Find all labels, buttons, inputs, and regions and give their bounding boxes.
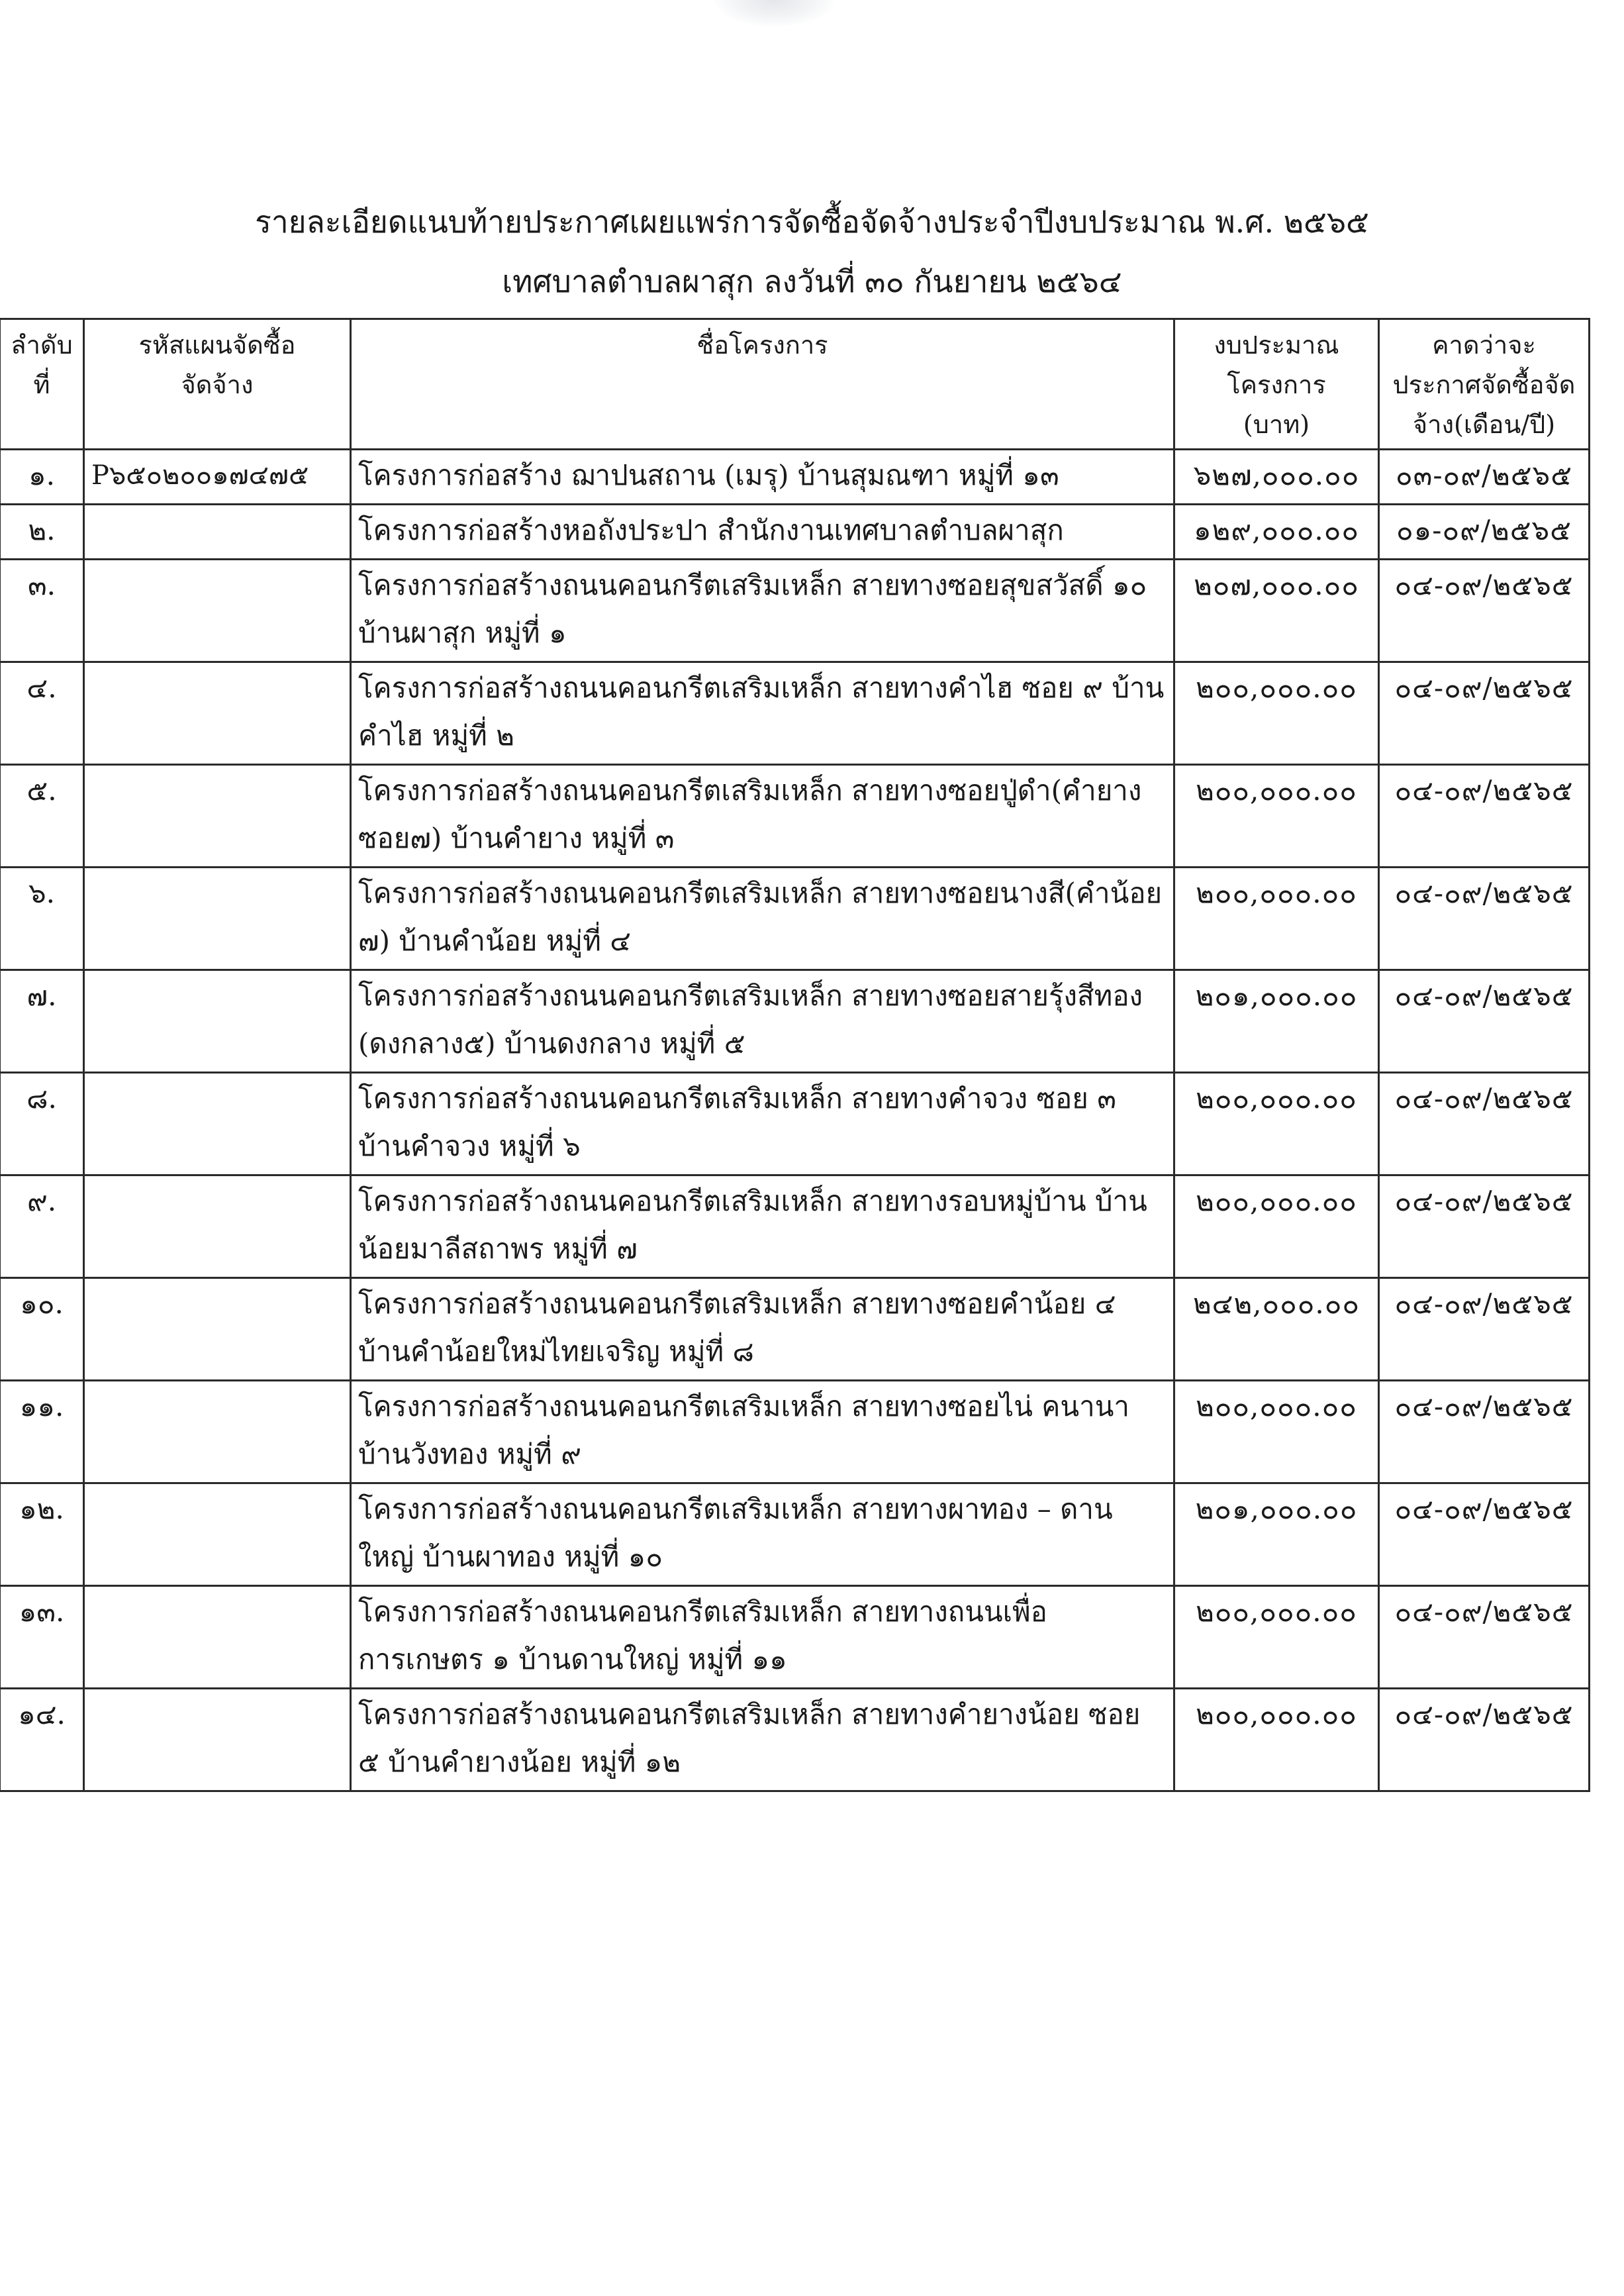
row-budget: ๒๐๗,๐๐๐.๐๐ [1174,560,1379,662]
row-no: ๑๐. [0,1278,84,1381]
row-plan-code [84,1073,351,1175]
table-row [0,1483,1590,1586]
table-row [0,450,1590,505]
row-budget: ๑๒๙,๐๐๐.๐๐ [1174,505,1379,560]
header-code-line1: รหัสแผนจัดซื้อ [138,330,296,360]
row-budget: ๒๐๐,๐๐๐.๐๐ [1174,868,1379,970]
row-expected-date: ๐๔-๐๙/๒๕๖๕ [1379,1483,1590,1586]
header-plan-code [84,319,351,450]
row-project-name: โครงการก่อสร้างถนนคอนกรีตเสริมเหล็ก สายทางรอบหมู่บ้าน บ้านน้อยมาลีสถาพร หมู่ที่ ๗ [351,1175,1174,1278]
header-name-text: ชื่อโครงการ [696,330,828,360]
row-budget: ๒๐๐,๐๐๐.๐๐ [1174,1689,1379,1791]
row-no: ๔. [0,662,84,765]
table-row [0,560,1590,662]
row-plan-code [84,1689,351,1791]
row-budget: ๖๒๗,๐๐๐.๐๐ [1174,450,1379,505]
row-budget: ๒๔๒,๐๐๐.๐๐ [1174,1278,1379,1381]
header-budget [1174,319,1379,450]
header-code-line2: จัดจ้าง [181,370,254,399]
row-no: ๗. [0,970,84,1073]
row-budget: ๒๐๑,๐๐๐.๐๐ [1174,1483,1379,1586]
row-no: ๘. [0,1073,84,1175]
row-plan-code [84,1278,351,1381]
table-row [0,1073,1590,1175]
header-budget-line2: โครงการ [1227,370,1326,399]
table-row [0,1689,1590,1791]
row-budget: ๒๐๐,๐๐๐.๐๐ [1174,1381,1379,1483]
row-plan-code [84,1175,351,1278]
row-no: ๑๑. [0,1381,84,1483]
row-plan-code [84,505,351,560]
row-expected-date: ๐๔-๐๙/๒๕๖๕ [1379,1381,1590,1483]
row-project-name: โครงการก่อสร้างถนนคอนกรีตเสริมเหล็ก สายทางซอยไน่ คนานา บ้านวังทอง หมู่ที่ ๙ [351,1381,1174,1483]
row-expected-date: ๐๔-๐๙/๒๕๖๕ [1379,868,1590,970]
scan-smudge [715,0,834,26]
row-plan-code [84,1381,351,1483]
row-budget: ๒๐๐,๐๐๐.๐๐ [1174,765,1379,868]
header-date-line3: จ้าง(เดือน/ปี) [1412,410,1556,439]
row-no: ๑๒. [0,1483,84,1586]
row-plan-code [84,868,351,970]
table-row [0,662,1590,765]
row-no: ๕. [0,765,84,868]
row-plan-code [84,1483,351,1586]
row-plan-code [84,765,351,868]
row-project-name: โครงการก่อสร้างถนนคอนกรีตเสริมเหล็ก สายทางซอยนางสี(คำน้อย ๗) บ้านคำน้อย หมู่ที่ ๔ [351,868,1174,970]
table-row [0,1278,1590,1381]
row-plan-code [84,1586,351,1689]
header-date-line2: ประกาศจัดซื้อจัด [1392,370,1576,399]
row-expected-date: ๐๔-๐๙/๒๕๖๕ [1379,1689,1590,1791]
row-plan-code [84,662,351,765]
row-plan-code [84,970,351,1073]
row-budget: ๒๐๐,๐๐๐.๐๐ [1174,662,1379,765]
row-project-name: โครงการก่อสร้างถนนคอนกรีตเสริมเหล็ก สายทางซอยสายรุ้งสีทอง (ดงกลาง๕) บ้านดงกลาง หมู่ที่ ๕ [351,970,1174,1073]
row-no: ๒. [0,505,84,560]
row-project-name: โครงการก่อสร้างถนนคอนกรีตเสริมเหล็ก สายทางคำไฮ ซอย ๙ บ้านคำไฮ หมู่ที่ ๒ [351,662,1174,765]
document-subtitle: เทศบาลตำบลผาสุก ลงวันที่ ๓๐ กันยายน ๒๕๖๔ [502,264,1122,299]
row-plan-code [84,560,351,662]
row-no: ๑. [0,450,84,505]
row-no: ๑๔. [0,1689,84,1791]
row-budget: ๒๐๐,๐๐๐.๐๐ [1174,1073,1379,1175]
row-no: ๓. [0,560,84,662]
table-row [0,1381,1590,1483]
row-project-name: โครงการก่อสร้างถนนคอนกรีตเสริมเหล็ก สายทางถนนเพื่อการเกษตร ๑ บ้านดานใหญ่ หมู่ที่ ๑๑ [351,1586,1174,1689]
row-project-name: โครงการก่อสร้างถนนคอนกรีตเสริมเหล็ก สายทางซอยคำน้อย ๔ บ้านคำน้อยใหม่ไทยเจริญ หมู่ที่ ๘ [351,1278,1174,1381]
row-no: ๑๓. [0,1586,84,1689]
row-budget: ๒๐๐,๐๐๐.๐๐ [1174,1586,1379,1689]
row-no: ๙. [0,1175,84,1278]
table-row [0,970,1590,1073]
header-budget-line1: งบประมาณ [1214,330,1339,360]
row-project-name: โครงการก่อสร้างถนนคอนกรีตเสริมเหล็ก สายทางซอยสุขสวัสดิ์ ๑๐ บ้านผาสุก หมู่ที่ ๑ [351,560,1174,662]
row-expected-date: ๐๔-๐๙/๒๕๖๕ [1379,970,1590,1073]
row-project-name: โครงการก่อสร้างถนนคอนกรีตเสริมเหล็ก สายทางซอยปู่ดำ(คำยาง ซอย๗) บ้านคำยาง หมู่ที่ ๓ [351,765,1174,868]
document-title: รายละเอียดแนบท้ายประกาศเผยแพร่การจัดซื้อจัดจ้างประจำปีงบประมาณ พ.ศ. ๒๕๖๕ [255,204,1369,240]
header-date-line1: คาดว่าจะ [1432,330,1536,360]
row-project-name: โครงการก่อสร้างถนนคอนกรีตเสริมเหล็ก สายทางคำจวง ซอย ๓ บ้านคำจวง หมู่ที่ ๖ [351,1073,1174,1175]
header-no-line2: ที่ [33,370,50,399]
row-expected-date: ๐๓-๐๙/๒๕๖๕ [1379,450,1590,505]
procurement-plan-table [0,318,1590,1792]
row-plan-code: P๖๕๐๒๐๐๑๗๔๗๕ [84,450,351,505]
table-row [0,505,1590,560]
row-expected-date: ๐๔-๐๙/๒๕๖๕ [1379,1586,1590,1689]
header-budget-line3: (บาท) [1243,410,1310,439]
row-expected-date: ๐๑-๐๙/๒๕๖๕ [1379,505,1590,560]
row-expected-date: ๐๔-๐๙/๒๕๖๕ [1379,1175,1590,1278]
row-budget: ๒๐๑,๐๐๐.๐๐ [1174,970,1379,1073]
table-row [0,868,1590,970]
header-project-name [351,319,1174,450]
table-row [0,1586,1590,1689]
row-expected-date: ๐๔-๐๙/๒๕๖๕ [1379,560,1590,662]
row-expected-date: ๐๔-๐๙/๒๕๖๕ [1379,765,1590,868]
header-expected-date [1379,319,1590,450]
row-project-name: โครงการก่อสร้าง ฌาปนสถาน (เมรุ) บ้านสุมณฑา หมู่ที่ ๑๓ [351,450,1174,505]
table-header-row [0,319,1590,450]
table-row [0,765,1590,868]
row-expected-date: ๐๔-๐๙/๒๕๖๕ [1379,1278,1590,1381]
table-row [0,1175,1590,1278]
header-no [0,319,84,450]
row-project-name: โครงการก่อสร้างหอถังประปา สำนักงานเทศบาลตำบลผาสุก [351,505,1174,560]
row-budget: ๒๐๐,๐๐๐.๐๐ [1174,1175,1379,1278]
header-no-line1: ลำดับ [11,330,73,360]
row-no: ๖. [0,868,84,970]
row-expected-date: ๐๔-๐๙/๒๕๖๕ [1379,1073,1590,1175]
row-project-name: โครงการก่อสร้างถนนคอนกรีตเสริมเหล็ก สายทางคำยางน้อย ซอย ๕ บ้านคำยางน้อย หมู่ที่ ๑๒ [351,1689,1174,1791]
row-expected-date: ๐๔-๐๙/๒๕๖๕ [1379,662,1590,765]
row-project-name: โครงการก่อสร้างถนนคอนกรีตเสริมเหล็ก สายทางผาทอง – ดานใหญ่ บ้านผาทอง หมู่ที่ ๑๐ [351,1483,1174,1586]
